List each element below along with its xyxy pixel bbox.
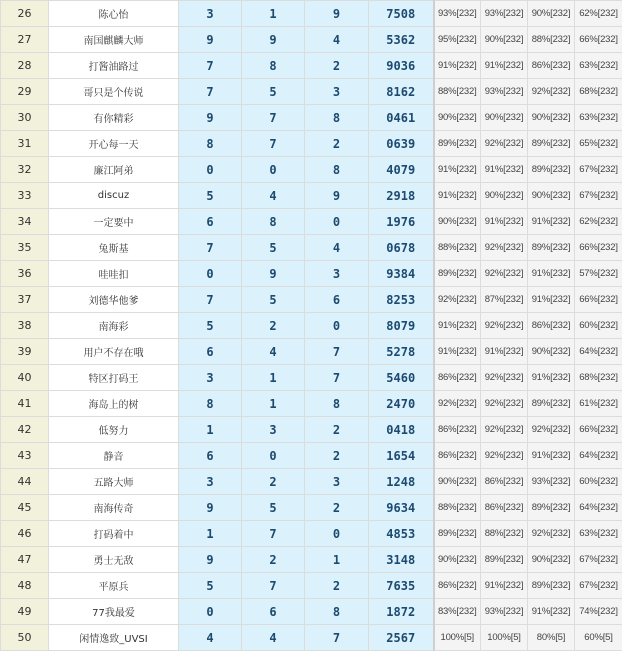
digit-2-cell: 0 xyxy=(242,443,305,469)
hit-rate-2-cell: 92%[232] xyxy=(481,235,528,261)
hit-rate-1-cell: 86%[232] xyxy=(434,365,481,391)
digit-2-cell: 8 xyxy=(242,209,305,235)
code-cell: 7508 xyxy=(369,1,434,27)
digit-1-cell: 7 xyxy=(179,287,242,313)
digit-2-cell: 2 xyxy=(242,469,305,495)
digit-3-cell: 2 xyxy=(305,417,369,443)
rank-cell: 27 xyxy=(1,27,49,53)
digit-1-cell: 5 xyxy=(179,313,242,339)
code-cell: 4079 xyxy=(369,157,434,183)
code-cell: 0678 xyxy=(369,235,434,261)
hit-rate-1-cell: 91%[232] xyxy=(434,183,481,209)
hit-rate-1-cell: 89%[232] xyxy=(434,131,481,157)
rank-cell: 33 xyxy=(1,183,49,209)
rank-cell: 37 xyxy=(1,287,49,313)
rank-cell: 40 xyxy=(1,365,49,391)
hit-rate-2-cell: 90%[232] xyxy=(481,105,528,131)
digit-1-cell: 7 xyxy=(179,53,242,79)
digit-1-cell: 5 xyxy=(179,183,242,209)
digit-3-cell: 2 xyxy=(305,53,369,79)
username-cell: 有你精彩 xyxy=(49,105,179,131)
hit-rate-3-cell: 80%[5] xyxy=(528,625,575,651)
hit-rate-3-cell: 91%[232] xyxy=(528,261,575,287)
hit-rate-1-cell: 92%[232] xyxy=(434,287,481,313)
digit-2-cell: 0 xyxy=(242,157,305,183)
hit-rate-2-cell: 93%[232] xyxy=(481,79,528,105)
digit-3-cell: 4 xyxy=(305,235,369,261)
username-cell: 南海彩 xyxy=(49,313,179,339)
digit-3-cell: 0 xyxy=(305,521,369,547)
hit-rate-2-cell: 91%[232] xyxy=(481,209,528,235)
hit-rate-3-cell: 90%[232] xyxy=(528,547,575,573)
hit-rate-2-cell: 100%[5] xyxy=(481,625,528,651)
digit-2-cell: 5 xyxy=(242,79,305,105)
table-row xyxy=(1,157,622,183)
hit-rate-3-cell: 92%[232] xyxy=(528,417,575,443)
username-cell: 兔斯基 xyxy=(49,235,179,261)
code-cell: 1976 xyxy=(369,209,434,235)
username-cell: 平原兵 xyxy=(49,573,179,599)
hit-rate-3-cell: 89%[232] xyxy=(528,495,575,521)
rank-cell: 42 xyxy=(1,417,49,443)
hit-rate-3-cell: 90%[232] xyxy=(528,1,575,27)
hit-rate-4-cell: 60%[232] xyxy=(575,469,622,495)
code-cell: 3148 xyxy=(369,547,434,573)
hit-rate-2-cell: 92%[232] xyxy=(481,131,528,157)
digit-3-cell: 8 xyxy=(305,391,369,417)
digit-3-cell: 7 xyxy=(305,625,369,651)
username-cell: 一定要中 xyxy=(49,209,179,235)
hit-rate-4-cell: 61%[232] xyxy=(575,391,622,417)
digit-3-cell: 7 xyxy=(305,339,369,365)
hit-rate-4-cell: 66%[232] xyxy=(575,417,622,443)
hit-rate-4-cell: 62%[232] xyxy=(575,1,622,27)
hit-rate-3-cell: 89%[232] xyxy=(528,131,575,157)
hit-rate-3-cell: 92%[232] xyxy=(528,521,575,547)
digit-1-cell: 9 xyxy=(179,105,242,131)
hit-rate-3-cell: 86%[232] xyxy=(528,313,575,339)
hit-rate-4-cell: 63%[232] xyxy=(575,521,622,547)
rank-cell: 50 xyxy=(1,625,49,651)
username-cell: 南国麒麟大师 xyxy=(49,27,179,53)
hit-rate-2-cell: 87%[232] xyxy=(481,287,528,313)
hit-rate-2-cell: 92%[232] xyxy=(481,443,528,469)
digit-1-cell: 9 xyxy=(179,547,242,573)
hit-rate-2-cell: 91%[232] xyxy=(481,157,528,183)
hit-rate-4-cell: 67%[232] xyxy=(575,573,622,599)
digit-3-cell: 9 xyxy=(305,183,369,209)
table-row xyxy=(1,521,622,547)
hit-rate-4-cell: 74%[232] xyxy=(575,599,622,625)
hit-rate-2-cell: 86%[232] xyxy=(481,495,528,521)
username-cell: 打酱油路过 xyxy=(49,53,179,79)
digit-2-cell: 9 xyxy=(242,261,305,287)
hit-rate-1-cell: 95%[232] xyxy=(434,27,481,53)
username-cell: 哥只是个传说 xyxy=(49,79,179,105)
username-cell: 陈心怡 xyxy=(49,1,179,27)
code-cell: 2470 xyxy=(369,391,434,417)
digit-3-cell: 3 xyxy=(305,79,369,105)
hit-rate-4-cell: 64%[232] xyxy=(575,495,622,521)
hit-rate-1-cell: 90%[232] xyxy=(434,547,481,573)
hit-rate-2-cell: 92%[232] xyxy=(481,313,528,339)
hit-rate-2-cell: 92%[232] xyxy=(481,365,528,391)
digit-3-cell: 2 xyxy=(305,495,369,521)
hit-rate-1-cell: 88%[232] xyxy=(434,495,481,521)
code-cell: 9634 xyxy=(369,495,434,521)
digit-2-cell: 6 xyxy=(242,599,305,625)
digit-2-cell: 1 xyxy=(242,1,305,27)
digit-2-cell: 5 xyxy=(242,235,305,261)
digit-3-cell: 3 xyxy=(305,261,369,287)
hit-rate-3-cell: 91%[232] xyxy=(528,443,575,469)
table-body xyxy=(1,1,622,651)
table-row xyxy=(1,547,622,573)
hit-rate-2-cell: 86%[232] xyxy=(481,469,528,495)
hit-rate-3-cell: 89%[232] xyxy=(528,391,575,417)
digit-1-cell: 3 xyxy=(179,1,242,27)
hit-rate-2-cell: 92%[232] xyxy=(481,261,528,287)
table-row xyxy=(1,105,622,131)
table-row xyxy=(1,287,622,313)
code-cell: 9036 xyxy=(369,53,434,79)
code-cell: 8162 xyxy=(369,79,434,105)
digit-2-cell: 1 xyxy=(242,391,305,417)
hit-rate-1-cell: 86%[232] xyxy=(434,417,481,443)
digit-1-cell: 6 xyxy=(179,339,242,365)
code-cell: 1872 xyxy=(369,599,434,625)
hit-rate-4-cell: 60%[5] xyxy=(575,625,622,651)
table-row xyxy=(1,469,622,495)
digit-1-cell: 1 xyxy=(179,521,242,547)
digit-2-cell: 7 xyxy=(242,521,305,547)
digit-2-cell: 4 xyxy=(242,625,305,651)
hit-rate-3-cell: 89%[232] xyxy=(528,235,575,261)
digit-2-cell: 1 xyxy=(242,365,305,391)
table-row xyxy=(1,235,622,261)
digit-1-cell: 9 xyxy=(179,495,242,521)
hit-rate-3-cell: 91%[232] xyxy=(528,287,575,313)
table-row xyxy=(1,625,622,651)
hit-rate-3-cell: 90%[232] xyxy=(528,105,575,131)
rank-cell: 45 xyxy=(1,495,49,521)
table-row xyxy=(1,209,622,235)
username-cell: 用户不存在哦 xyxy=(49,339,179,365)
digit-3-cell: 2 xyxy=(305,443,369,469)
hit-rate-1-cell: 91%[232] xyxy=(434,157,481,183)
code-cell: 5278 xyxy=(369,339,434,365)
hit-rate-4-cell: 66%[232] xyxy=(575,287,622,313)
hit-rate-1-cell: 91%[232] xyxy=(434,339,481,365)
digit-1-cell: 0 xyxy=(179,599,242,625)
code-cell: 0461 xyxy=(369,105,434,131)
hit-rate-1-cell: 86%[232] xyxy=(434,443,481,469)
digit-2-cell: 8 xyxy=(242,53,305,79)
username-cell: 南海传奇 xyxy=(49,495,179,521)
username-cell: 海岛上的树 xyxy=(49,391,179,417)
rank-cell: 43 xyxy=(1,443,49,469)
hit-rate-1-cell: 90%[232] xyxy=(434,209,481,235)
code-cell: 2567 xyxy=(369,625,434,651)
hit-rate-3-cell: 89%[232] xyxy=(528,573,575,599)
code-cell: 8079 xyxy=(369,313,434,339)
hit-rate-4-cell: 62%[232] xyxy=(575,209,622,235)
rank-cell: 35 xyxy=(1,235,49,261)
hit-rate-2-cell: 92%[232] xyxy=(481,391,528,417)
table-row xyxy=(1,27,622,53)
username-cell: 勇士无敌 xyxy=(49,547,179,573)
hit-rate-1-cell: 100%[5] xyxy=(434,625,481,651)
username-cell: 77我最爱 xyxy=(49,599,179,625)
table-row xyxy=(1,495,622,521)
hit-rate-4-cell: 57%[232] xyxy=(575,261,622,287)
hit-rate-3-cell: 92%[232] xyxy=(528,79,575,105)
digit-3-cell: 8 xyxy=(305,105,369,131)
table-row xyxy=(1,261,622,287)
rank-cell: 30 xyxy=(1,105,49,131)
hit-rate-1-cell: 89%[232] xyxy=(434,521,481,547)
hit-rate-1-cell: 88%[232] xyxy=(434,79,481,105)
hit-rate-4-cell: 65%[232] xyxy=(575,131,622,157)
digit-2-cell: 5 xyxy=(242,495,305,521)
username-cell: 五路大师 xyxy=(49,469,179,495)
digit-2-cell: 2 xyxy=(242,313,305,339)
rank-cell: 34 xyxy=(1,209,49,235)
rank-cell: 48 xyxy=(1,573,49,599)
hit-rate-2-cell: 93%[232] xyxy=(481,1,528,27)
hit-rate-4-cell: 64%[232] xyxy=(575,443,622,469)
digit-1-cell: 5 xyxy=(179,573,242,599)
table-row xyxy=(1,417,622,443)
digit-1-cell: 4 xyxy=(179,625,242,651)
digit-1-cell: 8 xyxy=(179,131,242,157)
username-cell: 廉江阿弟 xyxy=(49,157,179,183)
hit-rate-1-cell: 90%[232] xyxy=(434,105,481,131)
digit-3-cell: 1 xyxy=(305,547,369,573)
digit-3-cell: 0 xyxy=(305,313,369,339)
hit-rate-1-cell: 86%[232] xyxy=(434,573,481,599)
code-cell: 5460 xyxy=(369,365,434,391)
hit-rate-1-cell: 92%[232] xyxy=(434,391,481,417)
digit-2-cell: 7 xyxy=(242,105,305,131)
hit-rate-3-cell: 90%[232] xyxy=(528,183,575,209)
table-row xyxy=(1,183,622,209)
table-row xyxy=(1,53,622,79)
rank-cell: 36 xyxy=(1,261,49,287)
hit-rate-1-cell: 91%[232] xyxy=(434,53,481,79)
rank-cell: 44 xyxy=(1,469,49,495)
hit-rate-1-cell: 88%[232] xyxy=(434,235,481,261)
hit-rate-1-cell: 89%[232] xyxy=(434,261,481,287)
hit-rate-4-cell: 60%[232] xyxy=(575,313,622,339)
rank-cell: 31 xyxy=(1,131,49,157)
digit-2-cell: 9 xyxy=(242,27,305,53)
digit-1-cell: 7 xyxy=(179,79,242,105)
table-row xyxy=(1,79,622,105)
username-cell: 哇哇扣 xyxy=(49,261,179,287)
hit-rate-3-cell: 91%[232] xyxy=(528,599,575,625)
table-row xyxy=(1,391,622,417)
rank-cell: 28 xyxy=(1,53,49,79)
hit-rate-1-cell: 91%[232] xyxy=(434,313,481,339)
digit-2-cell: 4 xyxy=(242,183,305,209)
digit-1-cell: 1 xyxy=(179,417,242,443)
rank-cell: 29 xyxy=(1,79,49,105)
table-row xyxy=(1,313,622,339)
table-row xyxy=(1,131,622,157)
username-cell: 刘德华他爹 xyxy=(49,287,179,313)
digit-1-cell: 7 xyxy=(179,235,242,261)
username-cell: 开心每一天 xyxy=(49,131,179,157)
digit-3-cell: 3 xyxy=(305,469,369,495)
hit-rate-2-cell: 90%[232] xyxy=(481,27,528,53)
digit-1-cell: 6 xyxy=(179,443,242,469)
digit-2-cell: 4 xyxy=(242,339,305,365)
digit-3-cell: 6 xyxy=(305,287,369,313)
hit-rate-2-cell: 90%[232] xyxy=(481,183,528,209)
hit-rate-4-cell: 64%[232] xyxy=(575,339,622,365)
hit-rate-1-cell: 83%[232] xyxy=(434,599,481,625)
table-row xyxy=(1,339,622,365)
hit-rate-4-cell: 67%[232] xyxy=(575,547,622,573)
table-row xyxy=(1,573,622,599)
hit-rate-3-cell: 89%[232] xyxy=(528,157,575,183)
digit-1-cell: 9 xyxy=(179,27,242,53)
code-cell: 1248 xyxy=(369,469,434,495)
code-cell: 2918 xyxy=(369,183,434,209)
digit-1-cell: 3 xyxy=(179,365,242,391)
table-row xyxy=(1,443,622,469)
code-cell: 1654 xyxy=(369,443,434,469)
digit-3-cell: 8 xyxy=(305,599,369,625)
hit-rate-4-cell: 66%[232] xyxy=(575,235,622,261)
hit-rate-4-cell: 67%[232] xyxy=(575,157,622,183)
hit-rate-1-cell: 90%[232] xyxy=(434,469,481,495)
code-cell: 5362 xyxy=(369,27,434,53)
digit-3-cell: 9 xyxy=(305,1,369,27)
rank-cell: 38 xyxy=(1,313,49,339)
digit-1-cell: 0 xyxy=(179,157,242,183)
hit-rate-3-cell: 88%[232] xyxy=(528,27,575,53)
digit-3-cell: 2 xyxy=(305,131,369,157)
digit-3-cell: 4 xyxy=(305,27,369,53)
code-cell: 8253 xyxy=(369,287,434,313)
hit-rate-3-cell: 93%[232] xyxy=(528,469,575,495)
rank-cell: 41 xyxy=(1,391,49,417)
table-row xyxy=(1,365,622,391)
username-cell: 闲情逸致_UVSI xyxy=(49,625,179,651)
hit-rate-2-cell: 91%[232] xyxy=(481,53,528,79)
hit-rate-2-cell: 92%[232] xyxy=(481,417,528,443)
code-cell: 9384 xyxy=(369,261,434,287)
digit-2-cell: 2 xyxy=(242,547,305,573)
table-row xyxy=(1,599,622,625)
table-row xyxy=(1,1,622,27)
hit-rate-4-cell: 68%[232] xyxy=(575,79,622,105)
username-cell: 静音 xyxy=(49,443,179,469)
digit-1-cell: 0 xyxy=(179,261,242,287)
username-cell: 特区打码王 xyxy=(49,365,179,391)
digit-1-cell: 8 xyxy=(179,391,242,417)
hit-rate-4-cell: 63%[232] xyxy=(575,53,622,79)
digit-2-cell: 5 xyxy=(242,287,305,313)
username-cell: discuz xyxy=(49,183,179,209)
rank-cell: 49 xyxy=(1,599,49,625)
code-cell: 4853 xyxy=(369,521,434,547)
hit-rate-2-cell: 88%[232] xyxy=(481,521,528,547)
digit-3-cell: 7 xyxy=(305,365,369,391)
hit-rate-2-cell: 91%[232] xyxy=(481,573,528,599)
digit-2-cell: 7 xyxy=(242,573,305,599)
hit-rate-2-cell: 91%[232] xyxy=(481,339,528,365)
code-cell: 0639 xyxy=(369,131,434,157)
digit-1-cell: 3 xyxy=(179,469,242,495)
hit-rate-2-cell: 89%[232] xyxy=(481,547,528,573)
hit-rate-4-cell: 68%[232] xyxy=(575,365,622,391)
hit-rate-2-cell: 93%[232] xyxy=(481,599,528,625)
digit-1-cell: 6 xyxy=(179,209,242,235)
hit-rate-4-cell: 66%[232] xyxy=(575,27,622,53)
hit-rate-3-cell: 86%[232] xyxy=(528,53,575,79)
rank-cell: 26 xyxy=(1,1,49,27)
hit-rate-3-cell: 91%[232] xyxy=(528,209,575,235)
code-cell: 0418 xyxy=(369,417,434,443)
digit-2-cell: 7 xyxy=(242,131,305,157)
hit-rate-3-cell: 90%[232] xyxy=(528,339,575,365)
hit-rate-3-cell: 91%[232] xyxy=(528,365,575,391)
digit-3-cell: 0 xyxy=(305,209,369,235)
digit-3-cell: 8 xyxy=(305,157,369,183)
code-cell: 7635 xyxy=(369,573,434,599)
hit-rate-1-cell: 93%[232] xyxy=(434,1,481,27)
username-cell: 低努力 xyxy=(49,417,179,443)
hit-rate-4-cell: 67%[232] xyxy=(575,183,622,209)
rank-cell: 47 xyxy=(1,547,49,573)
digit-3-cell: 2 xyxy=(305,573,369,599)
hit-rate-4-cell: 63%[232] xyxy=(575,105,622,131)
digit-2-cell: 3 xyxy=(242,417,305,443)
rank-cell: 32 xyxy=(1,157,49,183)
rank-cell: 46 xyxy=(1,521,49,547)
username-cell: 打码着中 xyxy=(49,521,179,547)
rank-cell: 39 xyxy=(1,339,49,365)
